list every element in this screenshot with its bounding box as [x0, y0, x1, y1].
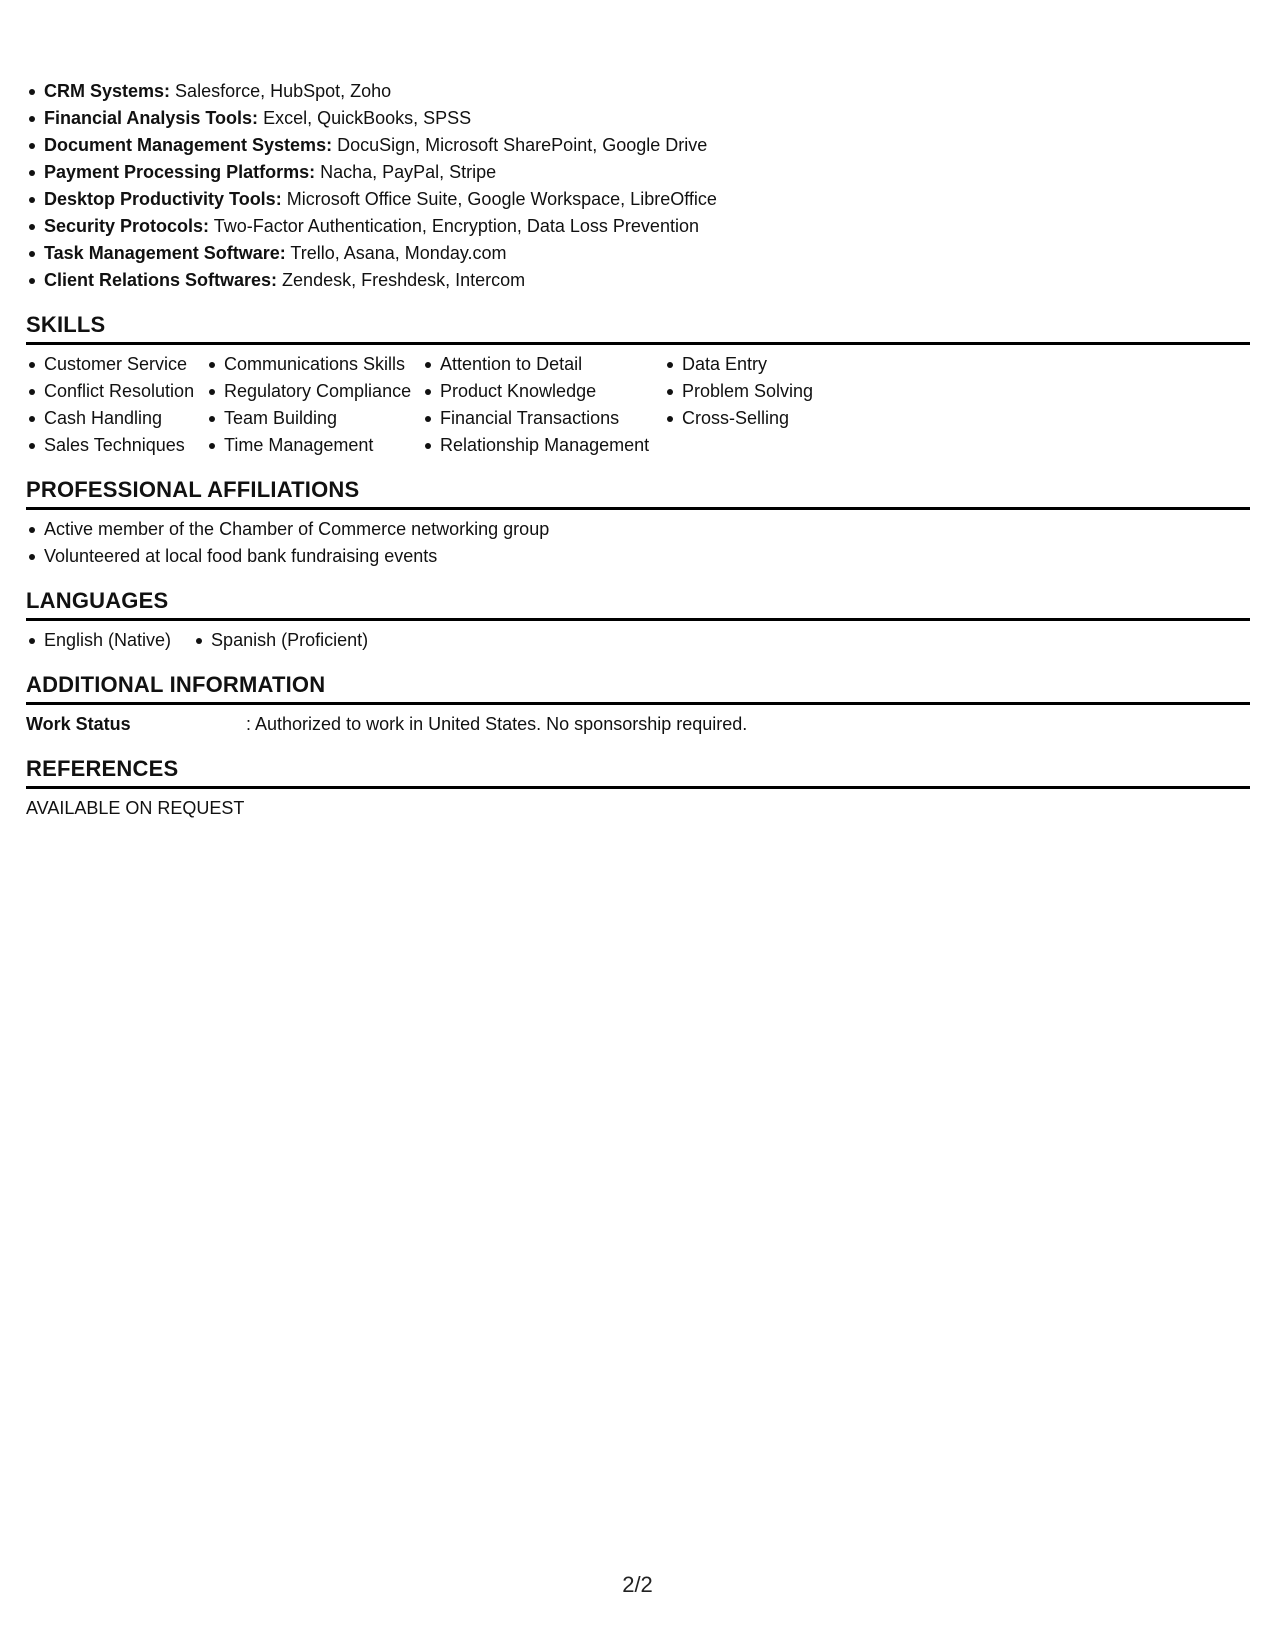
tool-values: DocuSign, Microsoft SharePoint, Google Drive: [332, 135, 708, 155]
tool-category: Desktop Productivity Tools:: [44, 189, 282, 209]
tool-category: Document Management Systems:: [44, 135, 333, 155]
list-item: Cross-Selling: [664, 405, 864, 432]
resume-page: [26, 78, 1250, 822]
list-item: [26, 267, 1250, 294]
list-item: [26, 105, 1250, 132]
tool-values: Salesforce, HubSpot, Zoho: [170, 81, 392, 101]
section-title-additional: ADDITIONAL INFORMATION: [26, 670, 1250, 705]
skills-grid: [26, 351, 1250, 459]
work-status-label: Work Status: [26, 714, 131, 734]
list-item: [26, 240, 1250, 267]
list-item: Customer Service: [26, 351, 206, 378]
additional-info-section: [26, 670, 1250, 738]
list-item: [26, 132, 1250, 159]
list-item: Product Knowledge: [422, 378, 664, 405]
tool-values: Trello, Asana, Monday.com: [285, 243, 507, 263]
tool-category: CRM Systems:: [44, 81, 171, 101]
skills-column-2: [206, 351, 422, 459]
section-title-affiliations: PROFESSIONAL AFFILIATIONS: [26, 475, 1250, 510]
list-item: English (Native): [26, 627, 171, 654]
list-item: [26, 159, 1250, 186]
list-item: Team Building: [206, 405, 422, 432]
list-item: Conflict Resolution: [26, 378, 206, 405]
list-item: Sales Techniques: [26, 432, 206, 459]
tool-values: Two-Factor Authentication, Encryption, Data Loss Prevention: [209, 216, 699, 236]
list-item: Relationship Management: [422, 432, 664, 459]
tools-list: [26, 78, 1250, 294]
section-title-languages: LANGUAGES: [26, 586, 1250, 621]
work-status-value: : Authorized to work in United States. No sponsorship required.: [246, 714, 748, 734]
references-section: [26, 754, 1250, 822]
tool-values: Zendesk, Freshdesk, Intercom: [277, 270, 526, 290]
skills-column-3: [422, 351, 664, 459]
list-item: Communications Skills: [206, 351, 422, 378]
skills-section: [26, 310, 1250, 459]
list-item: [26, 213, 1250, 240]
section-title-skills: SKILLS: [26, 310, 1250, 345]
list-item: [26, 186, 1250, 213]
skills-column-1: [26, 351, 206, 459]
page-number: 2/2: [622, 1572, 653, 1597]
list-item: [26, 78, 1250, 105]
skills-column-4: [664, 351, 864, 459]
tool-category: Financial Analysis Tools:: [44, 108, 259, 128]
languages-list-2: [193, 627, 390, 654]
tool-category: Payment Processing Platforms:: [44, 162, 316, 182]
list-item: Volunteered at local food bank fundraising events: [26, 543, 1250, 570]
list-item: Financial Transactions: [422, 405, 664, 432]
work-status-row: [26, 711, 1250, 738]
languages-list-1: [26, 627, 193, 654]
tool-values: Excel, QuickBooks, SPSS: [258, 108, 472, 128]
languages-row: [26, 627, 1250, 654]
affiliations-list: [26, 516, 1250, 570]
references-text: AVAILABLE ON REQUEST: [26, 798, 245, 818]
tool-category: Security Protocols:: [44, 216, 210, 236]
section-title-references: REFERENCES: [26, 754, 1250, 789]
tool-category: Client Relations Softwares:: [44, 270, 278, 290]
list-item: Time Management: [206, 432, 422, 459]
list-item: Attention to Detail: [422, 351, 664, 378]
languages-section: [26, 586, 1250, 654]
list-item: Cash Handling: [26, 405, 206, 432]
tool-category: Task Management Software:: [44, 243, 286, 263]
list-item: Spanish (Proficient): [193, 627, 368, 654]
list-item: Regulatory Compliance: [206, 378, 422, 405]
list-item: Active member of the Chamber of Commerce networking group: [26, 516, 1250, 543]
list-item: Problem Solving: [664, 378, 864, 405]
affiliations-section: [26, 475, 1250, 570]
tool-values: Nacha, PayPal, Stripe: [315, 162, 497, 182]
list-item: Data Entry: [664, 351, 864, 378]
tool-values: Microsoft Office Suite, Google Workspace, LibreOffice: [281, 189, 717, 209]
